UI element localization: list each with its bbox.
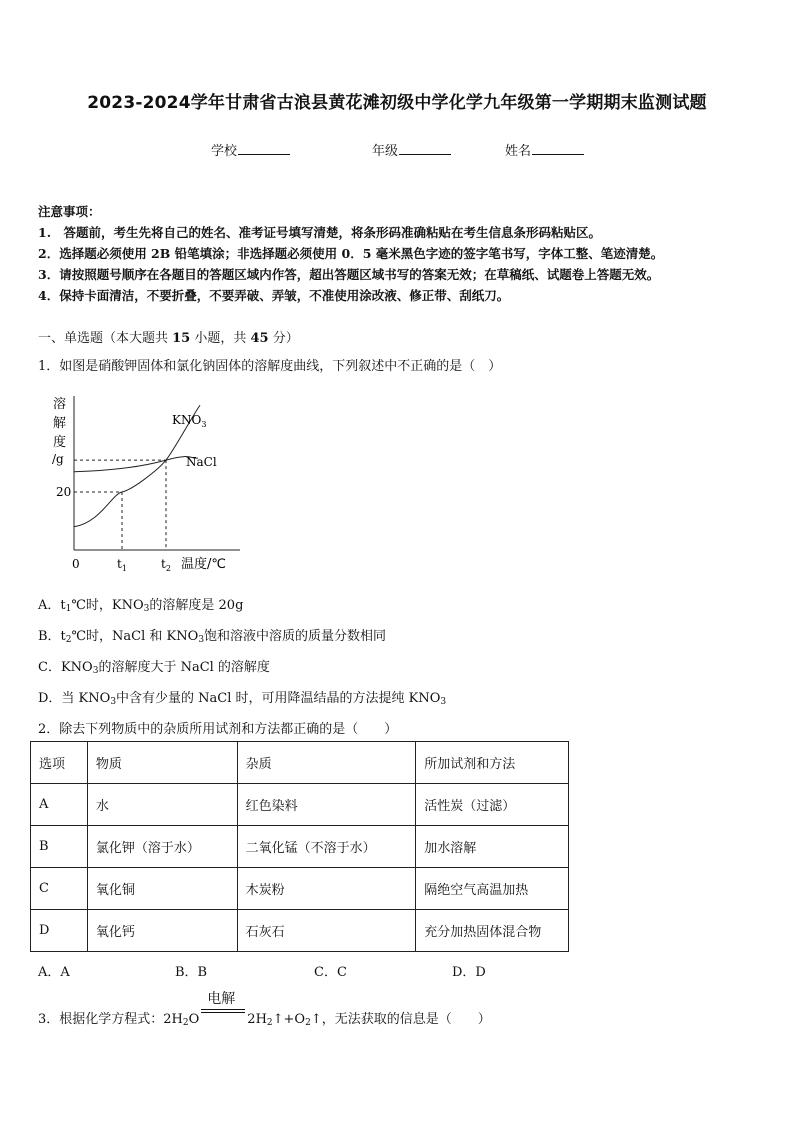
school-blank [238, 142, 290, 155]
y-tick-label: 20 [56, 485, 72, 499]
notice-item: 2．选择题必须使用 2B 铅笔填涂；非选择题必须使用 0．5 毫米黑色字迹的签字笔书写，字体工整、笔迹清楚。 [38, 246, 664, 261]
question-1-stem: 1．如图是硝酸钾固体和氯化钠固体的溶解度曲线，下列叙述中不正确的是（ ） [38, 359, 502, 374]
section-score: 45 [250, 331, 269, 346]
table-cell: A [31, 784, 88, 826]
q2-choice-b[interactable]: B．B [175, 965, 208, 980]
q1-option-c[interactable]: C．$KNO_3$的溶解度大于 NaCl 的溶解度 [38, 660, 270, 676]
table-cell: 水 [87, 784, 237, 826]
table-cell: 二氧化锰（不溶于水） [237, 826, 416, 868]
section-suffix: 分） [268, 331, 299, 346]
table-cell: 隔绝空气高温加热 [416, 868, 569, 910]
table-header-row [31, 742, 569, 784]
question-2-stem: 2．除去下列物质中的杂质所用试剂和方法都正确的是（ ） [38, 722, 398, 737]
notice-item: 1. 答题前，考生先将自己的姓名、准考证号填写清楚，将条形码准确粘贴在考生信息条形码粘贴区。 [38, 225, 602, 240]
section-mid: 小题，共 [190, 331, 251, 346]
name-field [505, 140, 584, 159]
question-3-stem: 3．根据化学方程式：$2H_2O$ 电解 $2H_2↑+O_2↑$，无法获取的信息是（ ） [38, 1008, 491, 1028]
condition-text: 电解 [207, 991, 236, 1007]
q1-option-b[interactable]: B．$t_2℃$时，NaCl 和 $KNO_3$饱和溶液中溶质的质量分数相同 [38, 629, 387, 645]
q1-option-a[interactable]: A．$t_1℃$时，$KNO_3$的溶解度是 20g [38, 598, 244, 614]
origin-label: 0 [72, 557, 80, 571]
table-cell: B [31, 826, 88, 868]
y-label-char: 解 [53, 416, 67, 431]
table-cell: 氧化铜 [87, 868, 237, 910]
table-cell: 红色染料 [237, 784, 416, 826]
nacl-curve [74, 457, 198, 472]
name-blank [532, 142, 584, 155]
table-header-cell: 选项 [31, 742, 88, 784]
grade-label: 年级 [372, 144, 399, 159]
q2-choice-d[interactable]: D．D [452, 965, 486, 980]
y-label-char: /g [52, 452, 64, 466]
section-prefix: 一、单选题（本大题共 [38, 331, 173, 346]
notice-item: 3．请按照题号顺序在各题目的答题区域内作答，超出答题区域书写的答案无效；在草稿纸、试题卷上答题无效。 [38, 267, 660, 282]
reaction-condition [201, 991, 245, 1027]
table-row [31, 910, 569, 952]
x-tick-label: $t_2$ [161, 557, 171, 573]
school-label: 学校 [211, 144, 238, 159]
x-axis-label: 温度/℃ [181, 557, 226, 572]
table-header-cell: 所加试剂和方法 [416, 742, 569, 784]
y-label-char: 度 [53, 435, 67, 450]
table-cell: 氧化钙 [87, 910, 237, 952]
table-row [31, 868, 569, 910]
exam-title: 2023-2024学年甘肃省古浪县黄花滩初级中学化学九年级第一学期期末监测试题 [87, 93, 707, 113]
q2-choice-c[interactable]: C．C [314, 965, 347, 980]
table-header-cell: 杂质 [237, 742, 416, 784]
grade-field [372, 140, 451, 159]
table-cell: C [31, 868, 88, 910]
school-field [211, 140, 290, 159]
table-cell: 加水溶解 [416, 826, 569, 868]
table-cell: 木炭粉 [237, 868, 416, 910]
table-cell: D [31, 910, 88, 952]
table-cell: 氯化钾（溶于水） [87, 826, 237, 868]
question-2-table [30, 741, 569, 952]
table-row [31, 784, 569, 826]
table-header-cell: 物质 [87, 742, 237, 784]
kno3-label: $KNO_3$ [172, 413, 207, 429]
table-cell: 活性炭（过滤） [416, 784, 569, 826]
table-row [31, 826, 569, 868]
table-cell: 石灰石 [237, 910, 416, 952]
q2-choice-a[interactable]: A．A [38, 965, 70, 980]
nacl-label: NaCl [186, 455, 217, 469]
y-label-char: 溶 [53, 397, 67, 412]
notice-heading: 注意事项： [38, 204, 101, 219]
grade-blank [399, 142, 451, 155]
solubility-chart [40, 388, 250, 578]
section-heading [38, 327, 299, 346]
table-cell: 充分加热固体混合物 [416, 910, 569, 952]
section-count: 15 [172, 331, 191, 346]
name-label: 姓名 [505, 144, 532, 159]
x-tick-label: $t_1$ [117, 557, 127, 573]
notice-item: 4．保持卡面清洁，不要折叠，不要弄破、弄皱，不准使用涂改液、修正带、刮纸刀。 [38, 288, 510, 303]
q1-option-d[interactable]: D．当 $KNO_3$中含有少量的 NaCl 时，可用降温结晶的方法提纯 $KNO_3$ [38, 691, 447, 707]
